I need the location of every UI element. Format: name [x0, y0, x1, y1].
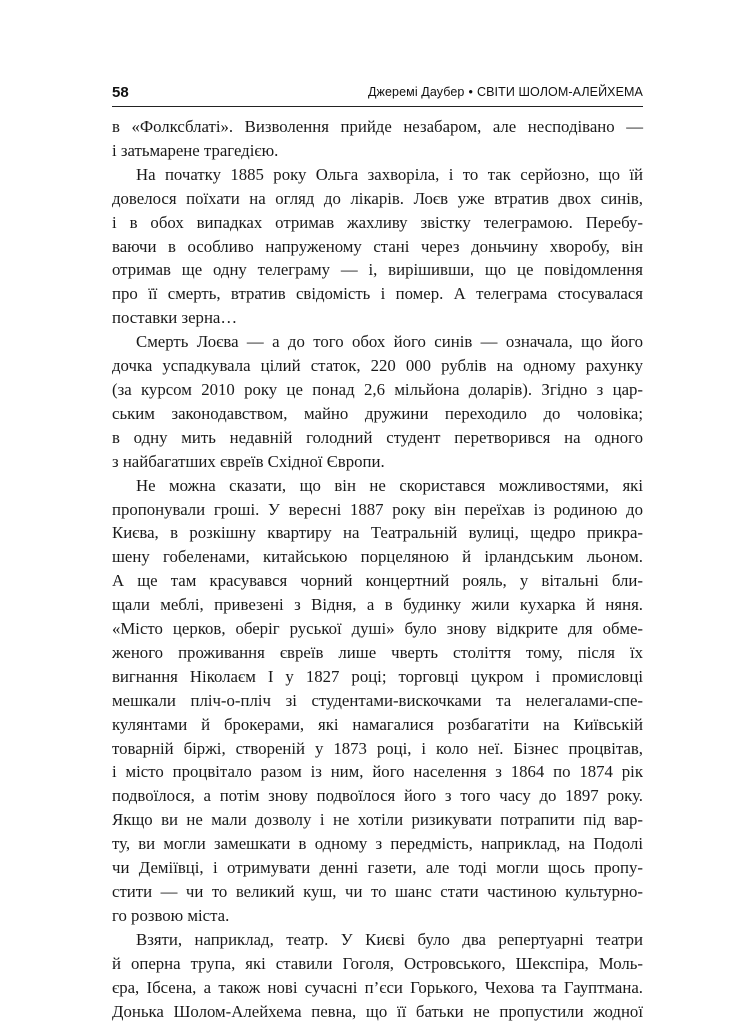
paragraph: [112, 928, 643, 1024]
text-line: На початку 1885 року Ольга захворіла, і то так серйозно, що їй: [136, 164, 643, 184]
text-line: чи Деміївці, і отримувати денні газети, але тоді могли щось пропу-: [112, 858, 643, 878]
text-line: і місто процвітало разом із ним, його населення з 1864 по 1874 рік: [112, 762, 643, 782]
text-line: товарній біржі, створеній у 1873 році, і коло неї. Бізнес процвітав,: [112, 738, 643, 758]
text-line: ту, ви могли замешкати в одному з передмість, наприклад, на Подолі: [112, 834, 643, 854]
text-line: щали меблі, привезені з Відня, а в будинку жили кухарка й няня.: [112, 595, 643, 615]
paragraph: [112, 163, 643, 330]
text-line: довелося поїхати на огляд до лікарів. Лоєв уже втратив двох синів,: [112, 188, 643, 208]
text-line: А ще там красувався чорний концертний рояль, у вітальні бли-: [112, 571, 643, 591]
text-line: в одну мить недавній голодний студент перетворився на одного: [112, 427, 643, 447]
text-line: в «Фолксблаті». Визволення прийде незабаром, але несподівано —: [112, 117, 643, 136]
text-line: (за курсом 2010 року це понад 2,6 мільйона доларів). Згідно з цар-: [112, 379, 643, 399]
text-line: Не можна сказати, що він не скористався можливостями, які: [136, 475, 643, 495]
paragraph: [112, 115, 643, 163]
author-name: Джеремі Даубер: [367, 85, 465, 99]
text-line: стити — чи то великий куш, чи то шанс стати частиною культурно-: [112, 882, 643, 901]
text-line: і затьмарене трагедією.: [112, 140, 279, 160]
text-line: з найбагатших євреїв Східної Європи.: [112, 451, 385, 471]
text-line: дочка успадкувала цілий статок, 220 000 рублів на одному рахунку: [112, 356, 643, 376]
text-line: пропонували гроші. У вересні 1887 року він переїхав із родиною до: [112, 499, 643, 519]
text-line: подвоїлося, а потім знову подвоїлося його з того часу до 1897 року.: [112, 786, 643, 806]
text-line: і в обох випадках отримав жахливу звістку телеграмою. Перебу-: [112, 212, 643, 232]
text-line: про її смерть, втратив свідомість і помер. А телеграма стосувалася: [112, 284, 643, 304]
book-title: СВІТИ ШОЛОМ-АЛЕЙХЕМА: [476, 85, 643, 99]
text-line: мешкали пліч-о-пліч зі студентами-вискочками та нелегалами-спе-: [112, 690, 643, 710]
text-line: єра, Ібсена, а також нові сучасні п’єси Горького, Чехова та Гауптмана.: [112, 977, 643, 997]
running-title: [368, 85, 643, 99]
text-line: Донька Шолом-Алейхема певна, що її батьки не пропустили жодної: [112, 1001, 643, 1021]
book-page: [112, 82, 643, 1023]
paragraph: [112, 330, 643, 473]
text-line: го розвою міста.: [112, 905, 230, 925]
text-line: ським законодавством, майно дружини переходило до чоловіка;: [112, 403, 643, 423]
running-header: [112, 82, 643, 107]
text-line: Києва, в розкішну квартиру на Театральній вулиці, щедро прикра-: [112, 523, 643, 543]
text-line: поставки зерна…: [112, 308, 238, 328]
text-line: Якщо ви не мали дозволу і не хотіли ризикувати потрапити під вар-: [112, 810, 643, 830]
text-line: Взяти, наприклад, театр. У Києві було два репертуарні театри: [136, 929, 643, 949]
text-line: «Місто церков, оберіг руської душі» було знову відкрите для обме-: [112, 619, 643, 639]
paragraph: [112, 474, 643, 928]
text-line: й оперна трупа, які ставили Гоголя, Островського, Шекспіра, Моль-: [112, 953, 643, 973]
text-line: кулянтами й брокерами, які намагалися розбагатіти на Київській: [112, 714, 643, 734]
header-separator: •: [468, 85, 473, 99]
page-number: 58: [112, 84, 129, 101]
text-line: ваючи в особливо напруженому стані через доньчину хворобу, він: [112, 236, 643, 256]
text-line: вигнання Ніколаєм І у 1827 році; торговці цукром і промисловці: [112, 666, 643, 686]
body-text: [112, 115, 643, 1023]
text-line: шену гобеленами, китайською порцеляною й ірландським льоном.: [112, 547, 643, 567]
text-line: женого проживання євреїв лише чверть століття тому, після їх: [112, 642, 643, 662]
text-line: Смерть Лоєва — а до того обох його синів — означала, що його: [136, 332, 643, 352]
text-line: отримав ще одну телеграму — і, вирішивши, що це повідомлення: [112, 260, 643, 280]
